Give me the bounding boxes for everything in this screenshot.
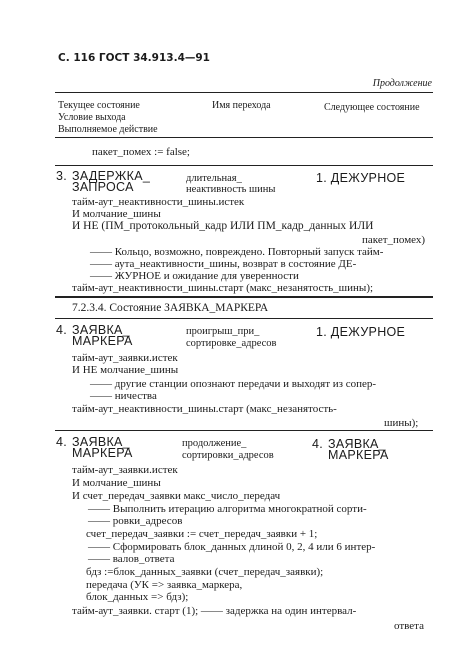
column-head-next-state: Следующее состояние — [324, 102, 420, 113]
text-line: тайм-аут_неактивности_шины.старт (макс_незанятость- — [72, 403, 337, 415]
comment-line: —— Кольцо, возможно, повреждено. Повторный запуск тайм- — [90, 246, 384, 258]
state-name: МАРКЕРА — [72, 334, 133, 348]
column-head-left — [58, 100, 158, 136]
state-name: МАРКЕРА — [72, 446, 133, 460]
text-line: тайм-аут_неактивности_шины.истек — [72, 196, 245, 208]
next-state-number: 4. — [312, 437, 324, 451]
comment-line: —— ничества — [90, 390, 157, 402]
state-number: 3. — [56, 169, 68, 183]
transition-name: длительная_ — [186, 173, 242, 184]
comment-line: —— другие станции опознают передачи и выходят из сопер- — [90, 378, 377, 390]
column-head-rule — [55, 137, 433, 138]
text-line: тайм-аут_заявки. старт (1); —— задержка на один интервал- — [72, 605, 357, 617]
text-line: блок_данных => бдз); — [86, 591, 189, 603]
separator-rule — [55, 165, 433, 166]
next-state: ЗАЯВКА_ — [328, 437, 386, 451]
next-state: МАРКЕРА — [328, 448, 389, 462]
separator-rule — [55, 318, 433, 319]
text-line: передача (УК => заявка_маркера, — [86, 579, 243, 591]
transition-name: сортировке_адресов — [186, 338, 277, 349]
comment-line: —— аута_неактивности_шины, возврат в состояние ДЕ- — [90, 258, 357, 270]
next-state: 1. ДЕЖУРНОЕ — [316, 325, 406, 339]
text-line: И НЕ молчание_шины — [72, 364, 179, 376]
page-header: С. 116 ГОСТ 34.913.4—91 — [58, 52, 210, 64]
state-name: ЗАЯВКА_ — [72, 323, 130, 337]
text-line: тайм-аут_заявки.истек — [72, 464, 178, 476]
state-name: ЗАДЕРЖКА_ — [72, 169, 151, 183]
transition-name: продолжение_ — [182, 438, 247, 449]
table-top-rule — [55, 92, 433, 93]
next-state: 1. ДЕЖУРНОЕ — [316, 171, 406, 185]
text-line: пакет_помех) — [362, 234, 426, 246]
column-head-action: Выполняемое действие — [58, 124, 158, 135]
text-line: счет_передач_заявки := счет_передач_заявки + 1; — [86, 528, 318, 540]
text-line: тайм-аут_заявки.истек — [72, 352, 178, 364]
state-name: ЗАПРОСА — [72, 180, 134, 194]
column-head-current-state: Текущее состояние — [58, 100, 140, 111]
text-line: пакет_помех := false; — [92, 146, 190, 158]
text-line: бдз :=блок_данных_заявки (счет_передач_заявки); — [86, 566, 324, 578]
comment-line: —— валов_ответа — [88, 553, 175, 565]
comment-line: —— ЖУРНОЕ и ожидание для уверенности — [90, 270, 299, 282]
text-line: И молчание_шины — [72, 208, 161, 220]
continuation-label: Продолжение — [372, 78, 432, 89]
comment-line: —— Выполнить итерацию алгоритма многократной сорти- — [88, 503, 367, 515]
separator-rule — [55, 430, 433, 431]
transition-name: неактивность шины — [186, 184, 276, 195]
text-line: ответа — [394, 620, 424, 632]
column-head-transition: Имя перехода — [212, 100, 271, 111]
comment-line: —— Сформировать блок_данных длиной 0, 2, 4 или 6 интер- — [88, 541, 376, 553]
column-head-exit-condition: Условие выхода — [58, 112, 126, 123]
state-name: ЗАЯВКА_ — [72, 435, 130, 449]
state-number: 4. — [56, 435, 68, 449]
state-number: 4. — [56, 323, 68, 337]
section-title: 7.2.3.4. Состояние ЗАЯВКА_МАРКЕРА — [72, 302, 269, 314]
section-rule — [55, 296, 433, 298]
transition-name: проигрыш_при_ — [186, 326, 260, 337]
comment-line: —— ровки_адресов — [88, 515, 183, 527]
transition-name: сортировки_адресов — [182, 450, 274, 461]
text-line: И НЕ (ПМ_протокольный_кадр ИЛИ ПМ_кадр_данных ИЛИ — [72, 220, 374, 232]
text-line: И счет_передач_заявки макс_число_передач — [72, 490, 281, 502]
text-line: И молчание_шины — [72, 477, 161, 489]
text-line: шины); — [384, 417, 419, 429]
text-line: тайм-аут_неактивности_шины.старт (макс_незанятость_шины); — [72, 282, 374, 294]
